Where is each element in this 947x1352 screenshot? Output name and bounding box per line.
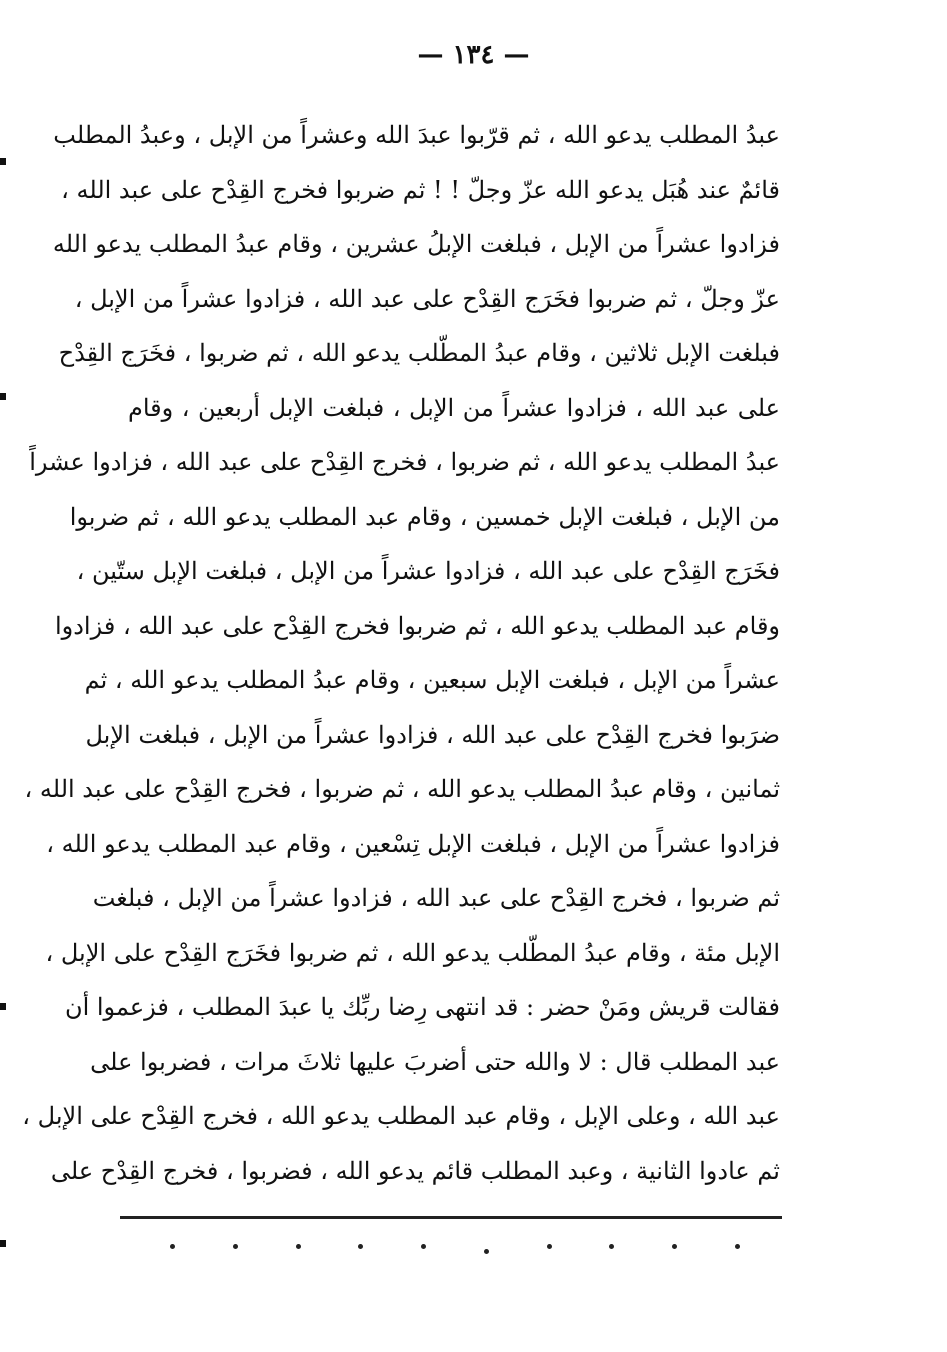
- text-line: ثم عادوا الثانية ، وعبد المطلب قائم يدعو الله ، فضربوا ، فخرج القِدْح على: [50, 1156, 780, 1185]
- text-line: ثم ضربوا ، فخرج القِدْح على عبد الله ، فزادوا عشراً من الإبل ، فبلغت: [92, 884, 780, 912]
- text-line: فزادوا عشراً من الإبل ، فبلغت الإبلُ عشرين ، وقام عبدُ المطلب يدعو الله: [52, 230, 780, 258]
- text-line: قائمٌ عند هُبَل يدعو الله عزّ وجلّ ! ! ثم ضربوا فخرج القِدْح على عبد الله ،: [61, 175, 780, 204]
- text-line: عزّ وجلّ ، ثم ضربوا فخَرَج القِدْح على عبد الله ، فزادوا عشراً من الإبل ،: [74, 284, 780, 313]
- text-line: وقام عبد المطلب يدعو الله ، ثم ضربوا فخرج القِدْح على عبد الله ، فزادوا: [54, 611, 780, 640]
- footer-dot: [421, 1244, 426, 1249]
- text-line: فخَرَج القِدْح على عبد الله ، فزادوا عشراً من الإبل ، فبلغت الإبل ستّين ،: [76, 557, 780, 585]
- footer-dot: [233, 1244, 238, 1249]
- text-line: عبد المطلب قال : لا والله حتى أضربَ عليها ثلاثَ مرات ، فضربوا على: [90, 1047, 780, 1076]
- text-line: من الإبل ، فبلغت الإبل خمسين ، وقام عبد المطلب يدعو الله ، ثم ضربوا: [69, 502, 780, 531]
- margin-mark: [0, 1240, 6, 1247]
- footer-dot: [609, 1244, 614, 1249]
- margin-mark: [0, 158, 6, 165]
- footer-dot: [170, 1244, 175, 1249]
- page-number: — ١٣٤ —: [417, 40, 530, 70]
- footer-rule: [120, 1216, 782, 1219]
- text-line: فزادوا عشراً من الإبل ، فبلغت الإبل تِسْعين ، وقام عبد المطلب يدعو الله ،: [46, 829, 780, 858]
- footer-dots: [170, 1236, 740, 1256]
- text-line: عبدُ المطلب يدعو الله ، ثم قرّبوا عبدَ الله وعشراً من الإبل ، وعبدُ المطلب: [53, 121, 780, 149]
- text-line: عشراً من الإبل ، فبلغت الإبل سبعين ، وقام عبدُ المطلب يدعو الله ، ثم: [84, 666, 780, 694]
- footer-dot: [547, 1244, 552, 1249]
- margin-mark: [0, 1003, 6, 1010]
- footer-dot: [296, 1244, 301, 1249]
- body-text: [22, 108, 780, 1198]
- footer-dot: [484, 1249, 489, 1254]
- text-line: فبلغت الإبل ثلاثين ، وقام عبدُ المطّلب يدعو الله ، ثم ضربوا ، فخَرَج القِدْح: [58, 339, 780, 367]
- text-line: على عبد الله ، فزادوا عشراً من الإبل ، فبلغت الإبل أربعين ، وقام: [128, 393, 780, 422]
- footer-dot: [672, 1244, 677, 1249]
- text-line: ضرَبوا فخرج القِدْح على عبد الله ، فزادوا عشراً من الإبل ، فبلغت الإبل: [85, 720, 780, 749]
- text-line: الإبل مئة ، وقام عبدُ المطّلب يدعو الله ، ثم ضربوا فخَرَج القِدْح على الإبل ،: [45, 938, 780, 967]
- text-line: عبدُ المطلب يدعو الله ، ثم ضربوا ، فخرج القِدْح على عبد الله ، فزادوا عشراً: [29, 448, 780, 476]
- footer-dot: [358, 1244, 363, 1249]
- margin-mark: [0, 393, 6, 400]
- text-line: فقالت قريش ومَنْ حضر : قد انتهى رِضا ربِّك يا عبدَ المطلب ، فزعموا أن: [64, 993, 780, 1021]
- footer-dot: [735, 1244, 740, 1249]
- text-line: عبد الله ، وعلى الإبل ، وقام عبد المطلب يدعو الله ، فخرج القِدْح على الإبل ،: [22, 1102, 780, 1130]
- text-line: ثمانين ، وقام عبدُ المطلب يدعو الله ، ثم ضربوا ، فخرج القِدْح على عبد الله ،: [24, 775, 780, 803]
